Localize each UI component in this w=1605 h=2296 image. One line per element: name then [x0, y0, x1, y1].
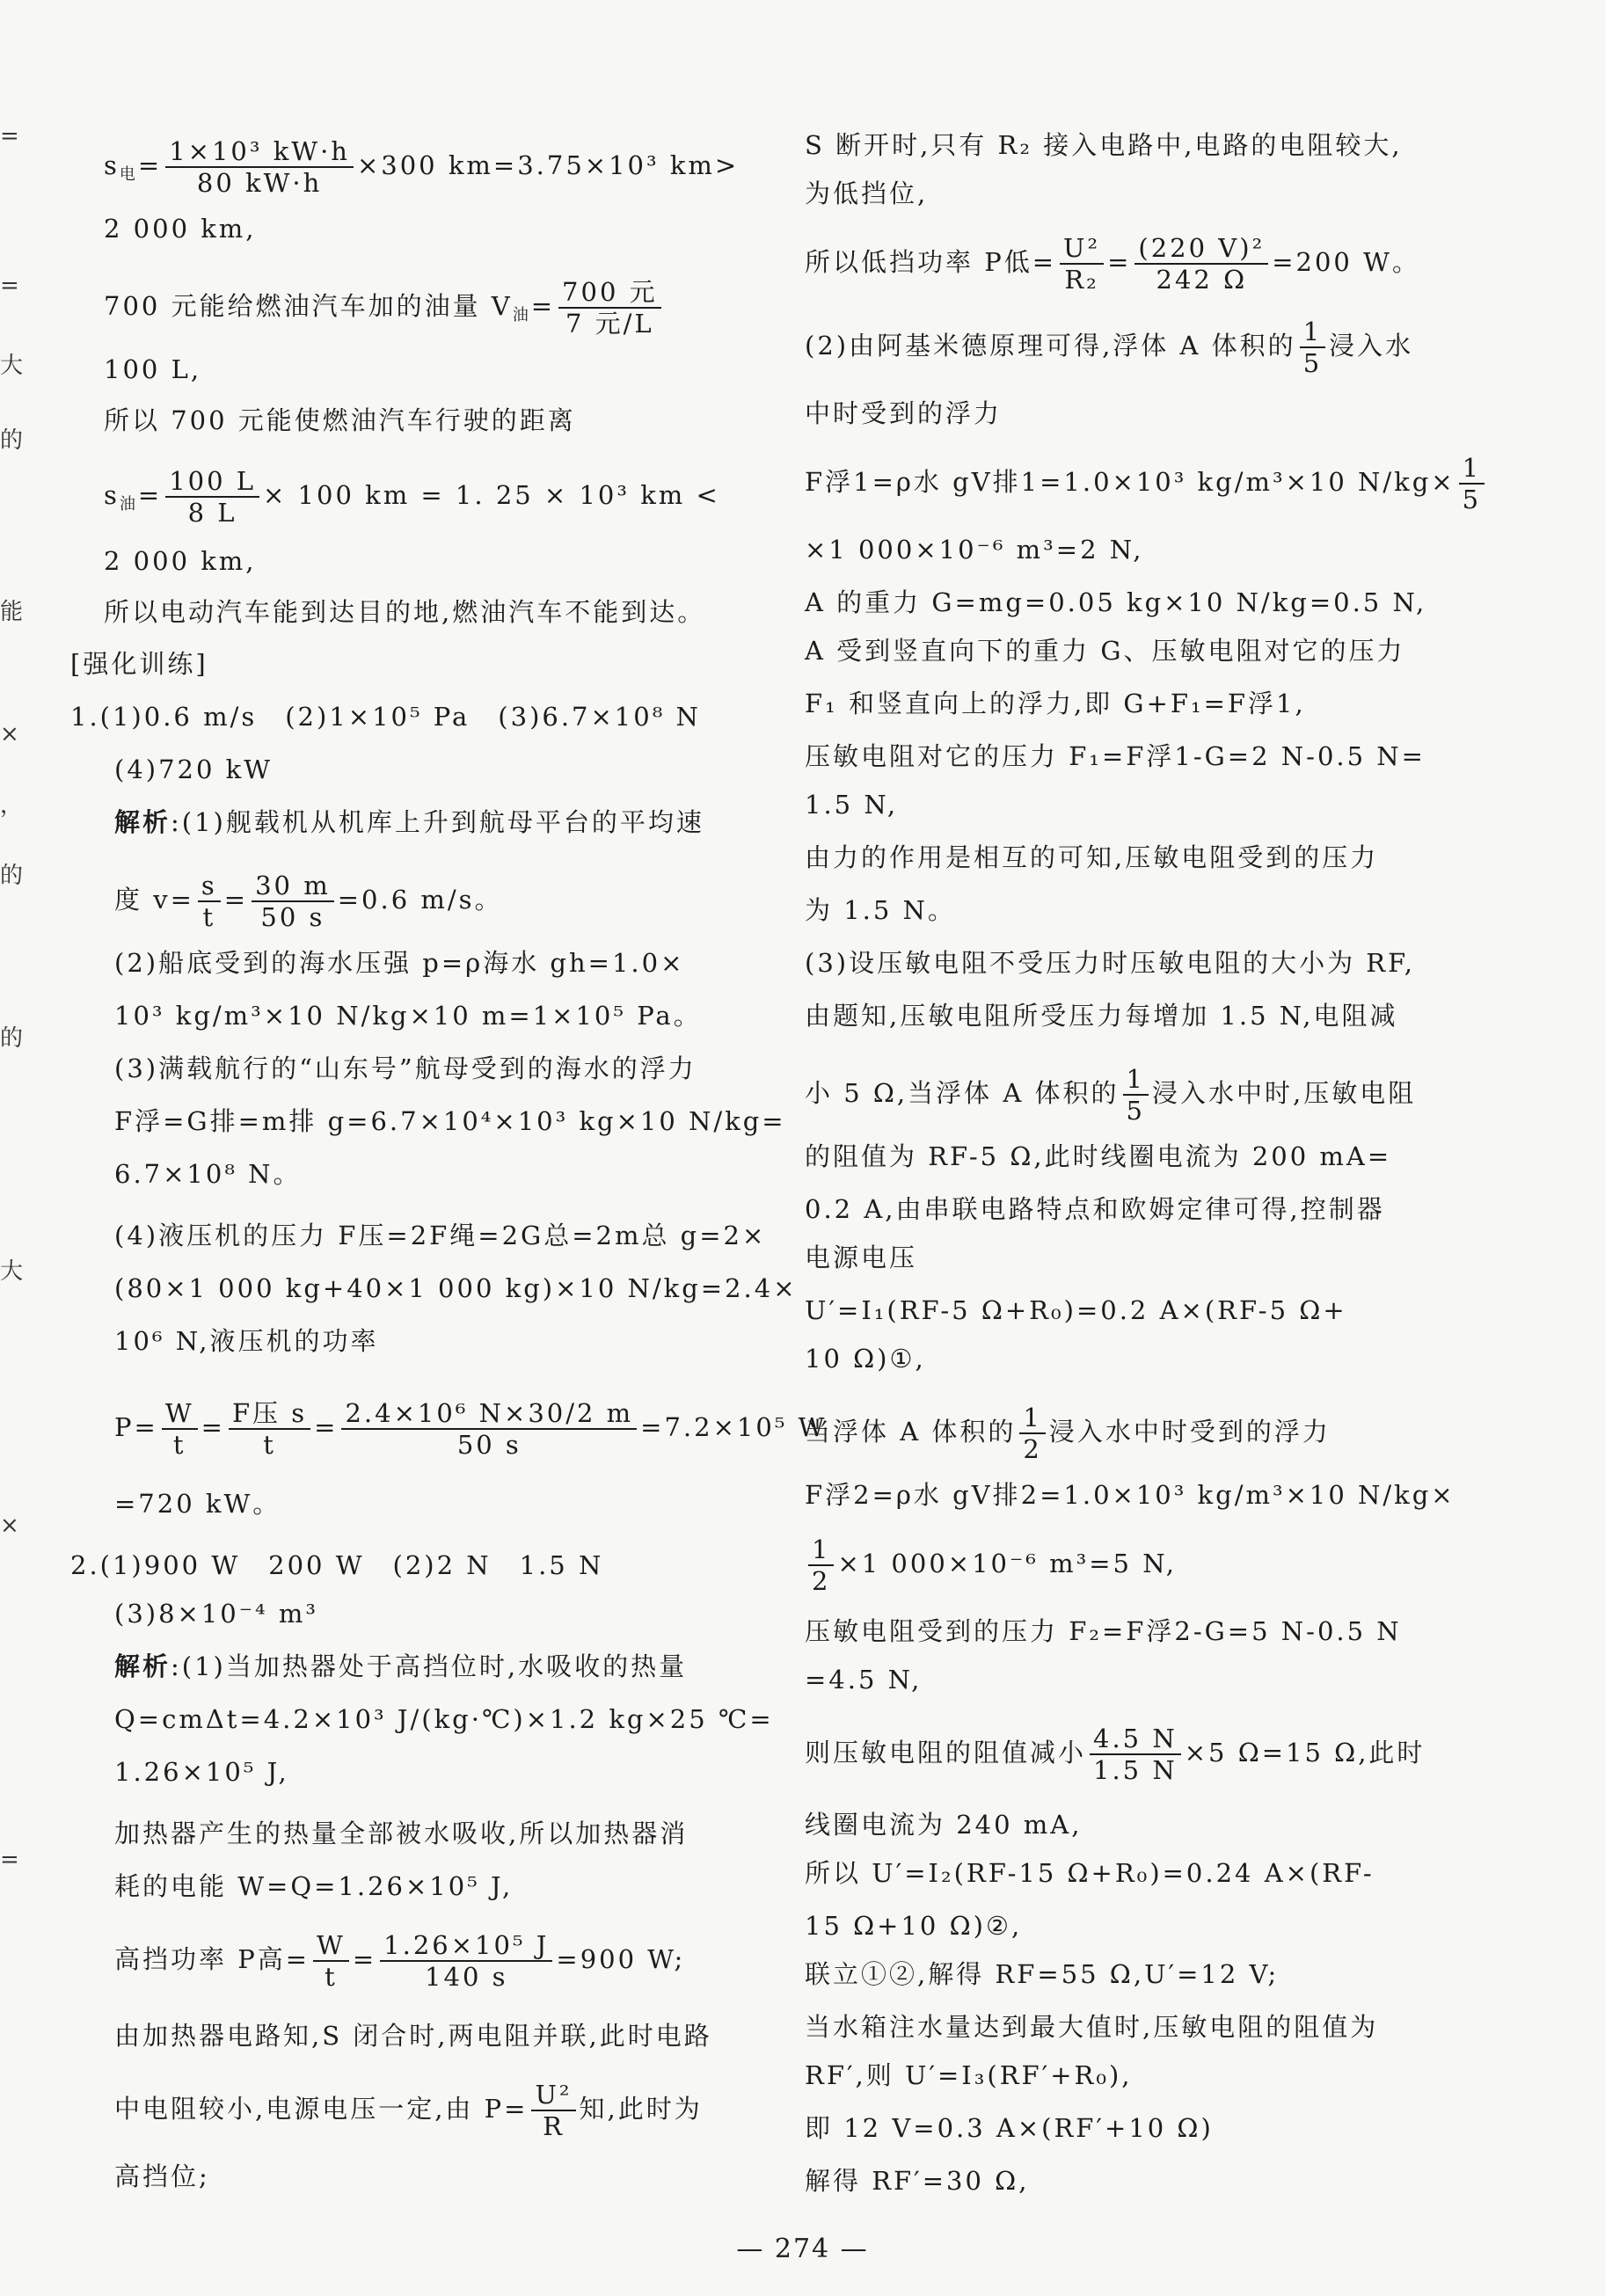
- edge-mark: 的: [0, 863, 24, 889]
- text-line: (3)满载航行的“山东号”航母受到的海水的浮力: [114, 1053, 697, 1083]
- edge-mark: =: [0, 123, 19, 149]
- text-line: $s_电=$ $\frac{\text{1×10³ kW·h}}{80 kW\cdot h}$ ×300 km=3.75×10³ km>: [104, 136, 740, 198]
- text-line: 10 Ω)①,: [805, 1344, 926, 1374]
- text-line: 的阻值为 RF-5 Ω,此时线圈电流为 200 mA=: [805, 1141, 1392, 1171]
- text-line: 压敏电阻对它的压力 F₁=F浮1-G=2 N-0.5 N=: [805, 741, 1426, 771]
- answer-line: 1.(1)0.6 m/s (2)1×10⁵ Pa (3)6.7×10⁸ N: [70, 702, 701, 732]
- text-line: A 的重力 G=mg=0.05 kg×10 N/kg=0.5 N,: [805, 587, 1427, 617]
- text-line: 6.7×10⁸ N。: [114, 1159, 302, 1189]
- text-line: =720 kW。: [114, 1489, 281, 1519]
- text-line: 1.26×10⁵ J,: [114, 1757, 289, 1787]
- text-line: 所以 700 元能使燃油汽车行驶的距离: [104, 405, 576, 435]
- text-line: 1.5 N,: [805, 790, 899, 820]
- text-line: =4.5 N,: [805, 1665, 923, 1695]
- text-line: S 断开时,只有 R₂ 接入电路中,电路的电阻较大,: [805, 130, 1403, 160]
- text-line: 由加热器电路知,S 闭合时,两电阻并联,此时电路: [114, 2021, 712, 2051]
- text-line: 当浮体 A 体积的 $\frac{1}{2}$ 浸入水中时受到的浮力: [805, 1403, 1331, 1464]
- text-line: RF′,则 U′=I₃(RF′+R₀),: [805, 2060, 1133, 2090]
- page-number: — 274 —: [736, 2234, 869, 2264]
- text-line: 耗的电能 W=Q=1.26×10⁵ J,: [114, 1871, 514, 1901]
- text-line: 所以 U′=I₂(RF-15 Ω+R₀)=0.24 A×(RF-: [805, 1858, 1375, 1888]
- text-line: 10⁶ N,液压机的功率: [114, 1326, 379, 1356]
- text-line: 解得 RF′=30 Ω,: [805, 2166, 1030, 2196]
- text-line: 电源电压: [805, 1243, 918, 1272]
- text-line: 2 000 km,: [104, 546, 257, 576]
- text-line: $\frac{1}{2}$ ×1 000×10⁻⁶ m³=5 N,: [805, 1534, 1499, 1596]
- text-line: F₁ 和竖直向上的浮力,即 G+F₁=F浮1,: [805, 689, 1306, 718]
- text-line: 联立①②,解得 RF=55 Ω,U′=12 V;: [805, 1959, 1280, 1989]
- answer-line: (4)720 kW: [114, 754, 274, 784]
- text-line: (3)设压敏电阻不受压力时压敏电阻的大小为 RF,: [805, 948, 1415, 978]
- text-line: F浮1=ρ水 gV排1=1.0×10³ kg/m³×10 N/kg× $\frac{1}{5}$: [805, 453, 1499, 514]
- text-line: 小 5 Ω,当浮体 A 体积的 $\frac{1}{5}$ 浸入水中时,压敏电阻: [805, 1064, 1417, 1126]
- text-line: 中时受到的浮力: [805, 398, 1003, 428]
- text-line: 15 Ω+10 Ω)②,: [805, 1911, 1023, 1941]
- text-line: (2)船底受到的海水压强 p=ρ海水 gh=1.0×: [114, 948, 685, 978]
- text-line: 解析:(1)当加热器处于高挡位时,水吸收的热量: [114, 1651, 688, 1681]
- text-line: 100 L,: [104, 354, 202, 384]
- text-line: 度 v= $\frac{s}{t}$ = $\frac{30 m}{50 s}$ =0.6 m/s。: [114, 871, 503, 932]
- text-line: 加热器产生的热量全部被水吸收,所以加热器消: [114, 1819, 689, 1848]
- edge-mark: 的: [0, 427, 24, 454]
- text-line: 由题知,压敏电阻所受压力每增加 1.5 N,电阻减: [805, 1001, 1398, 1031]
- text-line: 10³ kg/m³×10 N/kg×10 m=1×10⁵ Pa。: [114, 1001, 702, 1031]
- answer-line: 2.(1)900 W 200 W (2)2 N 1.5 N: [70, 1550, 604, 1580]
- section-heading: [强化训练]: [70, 649, 208, 679]
- edge-mark: =: [0, 273, 19, 299]
- text-line: 则压敏电阻的阻值减小 $\frac{4.5 N}{1.5 N}$ ×5 Ω=15 Ω,此时: [805, 1724, 1426, 1785]
- text-line: Q=cmΔt=4.2×10³ J/(kg·℃)×1.2 kg×25 ℃=: [114, 1704, 774, 1734]
- text-line: 由力的作用是相互的可知,压敏电阻受到的压力: [805, 842, 1379, 872]
- edge-mark: 的: [0, 1025, 24, 1052]
- text-line: 所以低挡功率 P低= $\frac{\text{U²}}{\text{R₂}}$ = $\frac{\text{(220 V)²}}{242 \Omega}$ =200 W。: [805, 233, 1420, 295]
- text-line: 当水箱注水量达到最大值时,压敏电阻的阻值为: [805, 2012, 1379, 2042]
- text-line: 700 元能给燃油汽车加的油量 $V_油=$ $\frac{\text{700 元}}{\text{7 元/L}}$: [70, 277, 765, 339]
- text-line: 高挡位;: [114, 2161, 210, 2191]
- text-line: 中电阻较小,电源电压一定,由 P= $\frac{\text{U²}}{R}$ 知,此时为: [114, 2080, 703, 2141]
- text-line: P= $\frac{W}{t}$ = $\frac{\text{F压 s}}{t}$ = $\frac{\text{2.4×10⁶ N×30/2 m}}{50 s}$ =7.2×10⁵ W: [114, 1398, 828, 1460]
- text-line: 线圈电流为 240 mA,: [805, 1810, 1083, 1840]
- text-line: 压敏电阻受到的压力 F₂=F浮2-G=5 N-0.5 N: [805, 1616, 1402, 1646]
- text-line: ×1 000×10⁻⁶ m³=2 N,: [805, 535, 1144, 565]
- edge-mark: ，: [0, 792, 24, 819]
- text-line: 高挡功率 P高= $\frac{W}{t}$ = $\frac{\text{1.26×10⁵ J}}{140 s}$ =900 W;: [114, 1930, 686, 1992]
- text-line: (80×1 000 kg+40×1 000 kg)×10 N/kg=2.4×: [114, 1273, 798, 1303]
- text-line: $s_油=$ $\frac{100 L}{8 L}$ × 100 km = 1. 25 × 10³ km <: [104, 466, 720, 528]
- text-line: 为低挡位,: [805, 179, 929, 208]
- text-line: (2)由阿基米德原理可得,浮体 A 体积的 $\frac{1}{5}$ 浸入水: [805, 317, 1414, 378]
- text-line: 解析:(1)舰载机从机库上升到航母平台的平均速: [114, 807, 704, 837]
- edge-mark: 大: [0, 1258, 24, 1285]
- text-line: 2 000 km,: [104, 214, 257, 244]
- edge-mark: =: [0, 1847, 19, 1873]
- text-line: 即 12 V=0.3 A×(RF′+10 Ω): [805, 2113, 1214, 2143]
- edge-mark: ×: [0, 721, 19, 747]
- edge-mark: ×: [0, 1512, 19, 1539]
- answer-line: (3)8×10⁻⁴ m³: [114, 1599, 319, 1629]
- text-line: F浮=G排=m排 g=6.7×10⁴×10³ kg×10 N/kg=: [114, 1106, 786, 1136]
- text-line: 0.2 A,由串联电路特点和欧姆定律可得,控制器: [805, 1194, 1385, 1224]
- text-line: F浮2=ρ水 gV排2=1.0×10³ kg/m³×10 N/kg×: [805, 1480, 1455, 1510]
- text-line: (4)液压机的压力 F压=2F绳=2G总=2m总 g=2×: [114, 1221, 767, 1250]
- edge-mark: 大: [0, 353, 24, 379]
- text-line: A 受到竖直向下的重力 G、压敏电阻对它的压力: [805, 636, 1405, 666]
- text-line: 为 1.5 N。: [805, 895, 956, 925]
- edge-mark: 能: [0, 599, 24, 625]
- text-line: U′=I₁(RF-5 Ω+R₀)=0.2 A×(RF-5 Ω+: [805, 1295, 1347, 1325]
- text-line: 所以电动汽车能到达目的地,燃油汽车不能到达。: [104, 597, 706, 627]
